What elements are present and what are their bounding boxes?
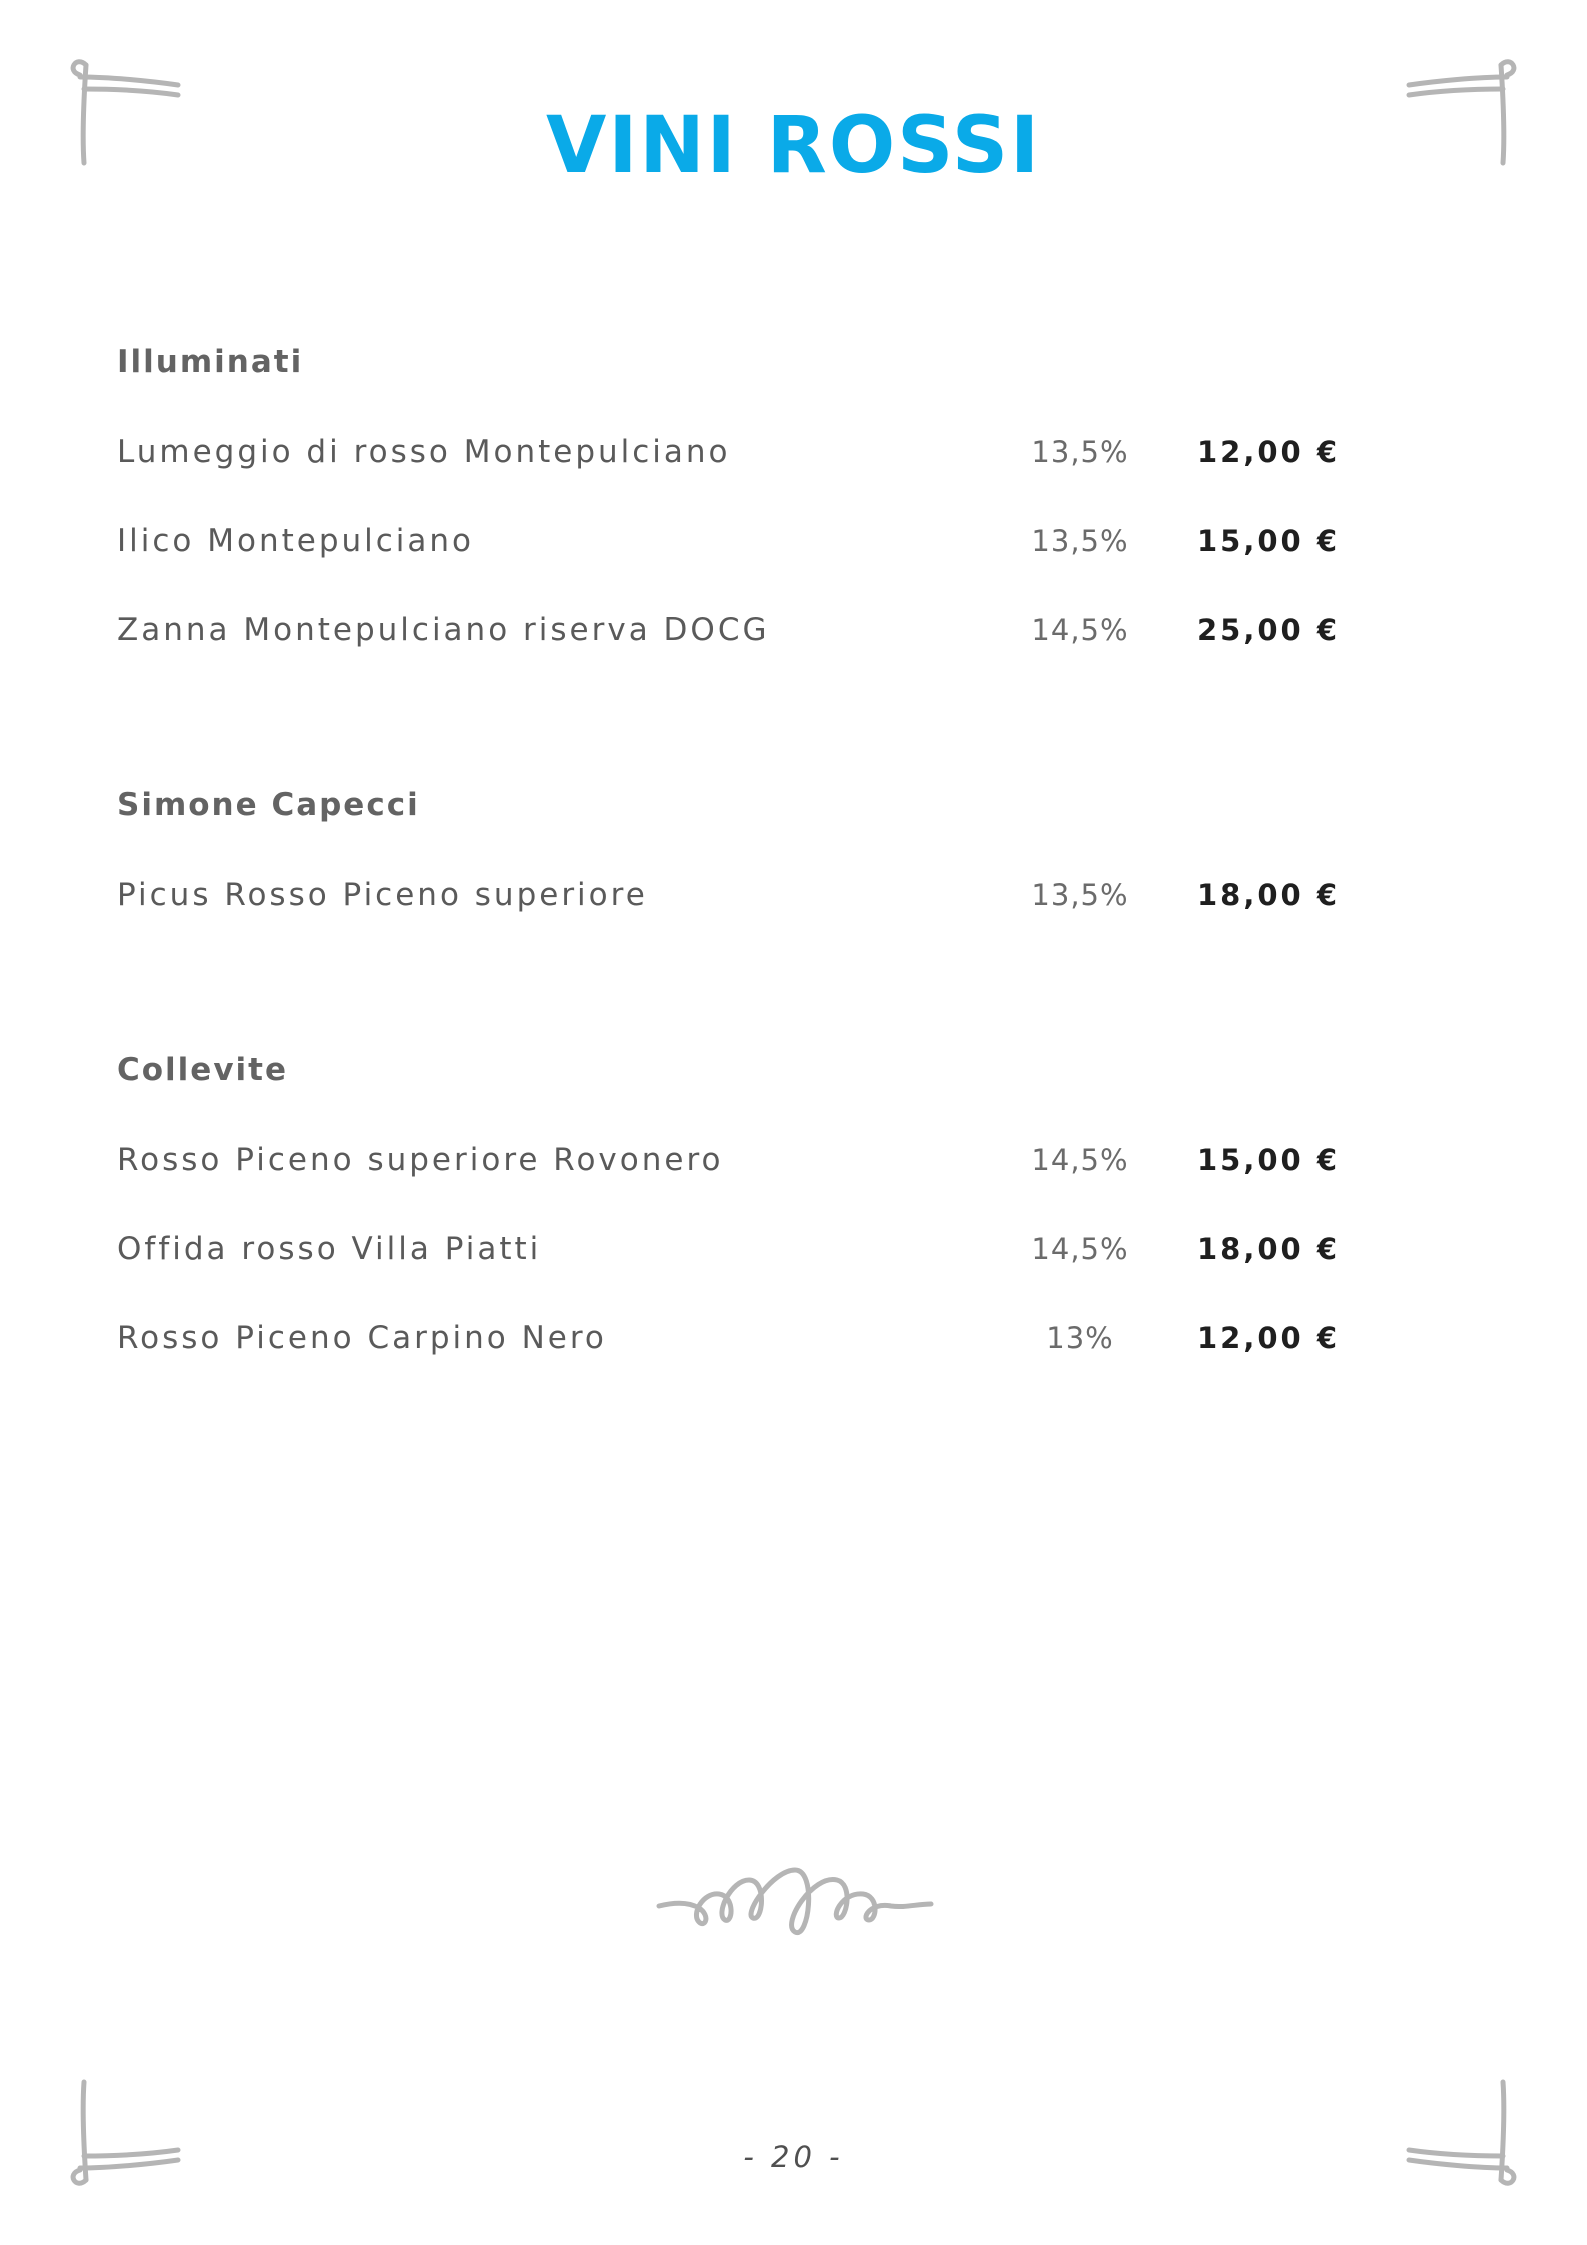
wine-name: Picus Rosso Piceno superiore [117, 877, 648, 913]
wine-menu [117, 335, 1367, 1486]
wine-row [117, 1311, 1367, 1400]
page-title: VINI ROSSI [545, 101, 1042, 191]
wine-row [117, 514, 1367, 603]
wine-name: Zanna Montepulciano riserva DOCG [117, 612, 770, 648]
wine-price: 25,00 € [1197, 613, 1341, 647]
wine-price: 15,00 € [1197, 1143, 1341, 1177]
wine-row [117, 425, 1367, 514]
wine-name: Lumeggio di rosso Montepulciano [117, 434, 731, 470]
producer-name: Collevite [117, 1052, 289, 1088]
wine-row [117, 603, 1367, 692]
page-number: - 20 - [743, 2140, 844, 2174]
producer-name: Illuminati [117, 344, 304, 380]
wine-name: Ilico Montepulciano [117, 523, 475, 559]
wine-row [117, 1133, 1367, 1222]
wine-abv: 13,5% [1031, 435, 1129, 469]
wine-row [117, 868, 1367, 957]
wine-price: 12,00 € [1197, 1321, 1341, 1355]
wine-price: 15,00 € [1197, 524, 1341, 558]
wine-row [117, 1222, 1367, 1311]
wine-abv: 14,5% [1031, 1143, 1129, 1177]
wine-name: Rosso Piceno superiore Rovonero [117, 1142, 724, 1178]
producer-section-simone-capecci [117, 778, 1367, 957]
wine-abv: 13% [1046, 1321, 1114, 1355]
producer-section-collevite [117, 1043, 1367, 1400]
producer-section-illuminati [117, 335, 1367, 692]
wine-abv: 13,5% [1031, 878, 1129, 912]
wine-name: Rosso Piceno Carpino Nero [117, 1320, 607, 1356]
wine-price: 18,00 € [1197, 878, 1341, 912]
wine-abv: 14,5% [1031, 1232, 1129, 1266]
wine-price: 18,00 € [1197, 1232, 1341, 1266]
wine-abv: 14,5% [1031, 613, 1129, 647]
wine-abv: 13,5% [1031, 524, 1129, 558]
flourish-divider-icon [655, 1862, 935, 1942]
wine-price: 12,00 € [1197, 435, 1341, 469]
producer-name: Simone Capecci [117, 787, 420, 823]
wine-name: Offida rosso Villa Piatti [117, 1231, 542, 1267]
